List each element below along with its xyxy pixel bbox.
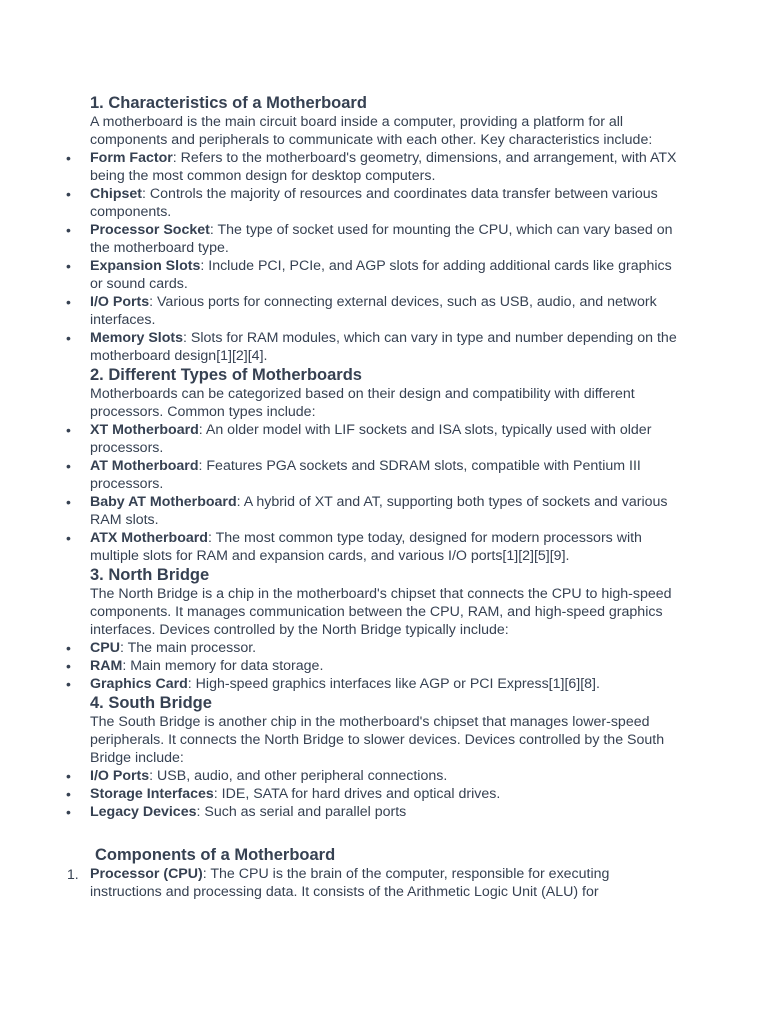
list-item <box>90 457 680 493</box>
numbered-list <box>90 865 680 901</box>
item-term: Chipset <box>90 186 143 202</box>
section-characteristics <box>90 93 680 365</box>
section-south-bridge <box>90 693 680 821</box>
list-item <box>90 293 680 329</box>
section-components <box>90 845 680 901</box>
list-item <box>90 657 680 675</box>
item-term: AT Motherboard <box>90 458 199 474</box>
list-item <box>90 767 680 785</box>
item-term: Form Factor <box>90 150 173 166</box>
item-text: : Features PGA sockets and SDRAM slots, compatible with Pentium III processors. <box>90 458 641 492</box>
item-text: : Main memory for data storage. <box>122 658 324 674</box>
item-text: : USB, audio, and other peripheral connections. <box>149 768 448 784</box>
item-term: Storage Interfaces <box>90 786 214 802</box>
section-heading: 3. North Bridge <box>90 566 210 584</box>
list-item <box>90 675 680 693</box>
item-text: : Various ports for connecting external devices, such as USB, audio, and network interfaces. <box>90 294 657 328</box>
bullet-list <box>90 149 680 365</box>
section-intro: Motherboards can be categorized based on their design and compatibility with different processors. Common types include: <box>90 386 635 420</box>
section-heading: 2. Different Types of Motherboards <box>90 366 362 384</box>
item-term: I/O Ports <box>90 294 150 310</box>
item-term: ATX Motherboard <box>90 530 208 546</box>
item-text: : The type of socket used for mounting the CPU, which can vary based on the motherboard type. <box>90 222 673 256</box>
item-text: : Controls the majority of resources and coordinates data transfer between various components. <box>90 186 658 220</box>
list-item <box>90 785 680 803</box>
item-text: : Include PCI, PCIe, and AGP slots for adding additional cards like graphics or sound cards. <box>90 258 672 292</box>
item-term: Memory Slots <box>90 330 184 346</box>
list-item <box>90 257 680 293</box>
item-text: : An older model with LIF sockets and ISA slots, typically used with older processors. <box>90 422 652 456</box>
item-text: : A hybrid of XT and AT, supporting both types of sockets and various RAM slots. <box>90 494 668 528</box>
item-term: Expansion Slots <box>90 258 201 274</box>
item-term: Baby AT Motherboard <box>90 494 237 510</box>
list-item <box>90 639 680 657</box>
section-heading: Components of a Motherboard <box>95 846 336 864</box>
bullet-list <box>90 421 680 565</box>
item-term: XT Motherboard <box>90 422 199 438</box>
item-text: : High-speed graphics interfaces like AGP or PCI Express[1][6][8]. <box>187 676 600 692</box>
item-text: : The most common type today, designed for modern processors with multiple slots for RAM and expansion cards, and various I/O ports[1][2][5][9]. <box>90 530 642 564</box>
item-term: Legacy Devices <box>90 804 197 820</box>
item-term: Processor (CPU) <box>90 866 203 882</box>
section-intro: The South Bridge is another chip in the motherboard's chipset that manages lower-speed peripherals. It connects the North Bridge to slower devices. Devices controlled by the South Bridge include: <box>90 714 665 766</box>
item-text: : The CPU is the brain of the computer, responsible for executing instructions and processing data. It consists of the Arithmetic Logic Unit (ALU) for <box>90 866 610 900</box>
item-text: : IDE, SATA for hard drives and optical drives. <box>213 786 501 802</box>
section-north-bridge <box>90 565 680 693</box>
section-intro: The North Bridge is a chip in the motherboard's chipset that connects the CPU to high-speed components. It manages communication between the CPU, RAM, and high-speed graphics interfaces. Devices controlled by the North Bridge typically include: <box>90 586 672 638</box>
section-heading: 4. South Bridge <box>90 694 212 712</box>
item-term: I/O Ports <box>90 768 150 784</box>
item-text: : Refers to the motherboard's geometry, dimensions, and arrangement, with ATX being the most common design for desktop computers. <box>90 150 677 184</box>
item-text: : Such as serial and parallel ports <box>196 804 407 820</box>
item-text: : Slots for RAM modules, which can vary in type and number depending on the motherboard design[1][2][4]. <box>90 330 677 364</box>
list-item <box>90 529 680 565</box>
list-item <box>90 421 680 457</box>
bullet-list <box>90 639 680 693</box>
item-text: : The main processor. <box>119 640 257 656</box>
section-heading: 1. Characteristics of a Motherboard <box>90 94 367 112</box>
list-item <box>90 803 680 821</box>
list-item <box>90 149 680 185</box>
section-types <box>90 365 680 565</box>
list-item <box>90 221 680 257</box>
section-intro: A motherboard is the main circuit board inside a computer, providing a platform for all components and peripherals to communicate with each other. Key characteristics include: <box>90 114 653 148</box>
list-item <box>90 493 680 529</box>
item-term: Graphics Card <box>90 676 188 692</box>
list-item <box>90 865 680 901</box>
section-spacer <box>90 821 680 845</box>
item-term: CPU <box>90 640 120 656</box>
item-term: Processor Socket <box>90 222 210 238</box>
list-item <box>90 185 680 221</box>
list-item <box>90 329 680 365</box>
item-term: RAM <box>90 658 123 674</box>
bullet-list <box>90 767 680 821</box>
